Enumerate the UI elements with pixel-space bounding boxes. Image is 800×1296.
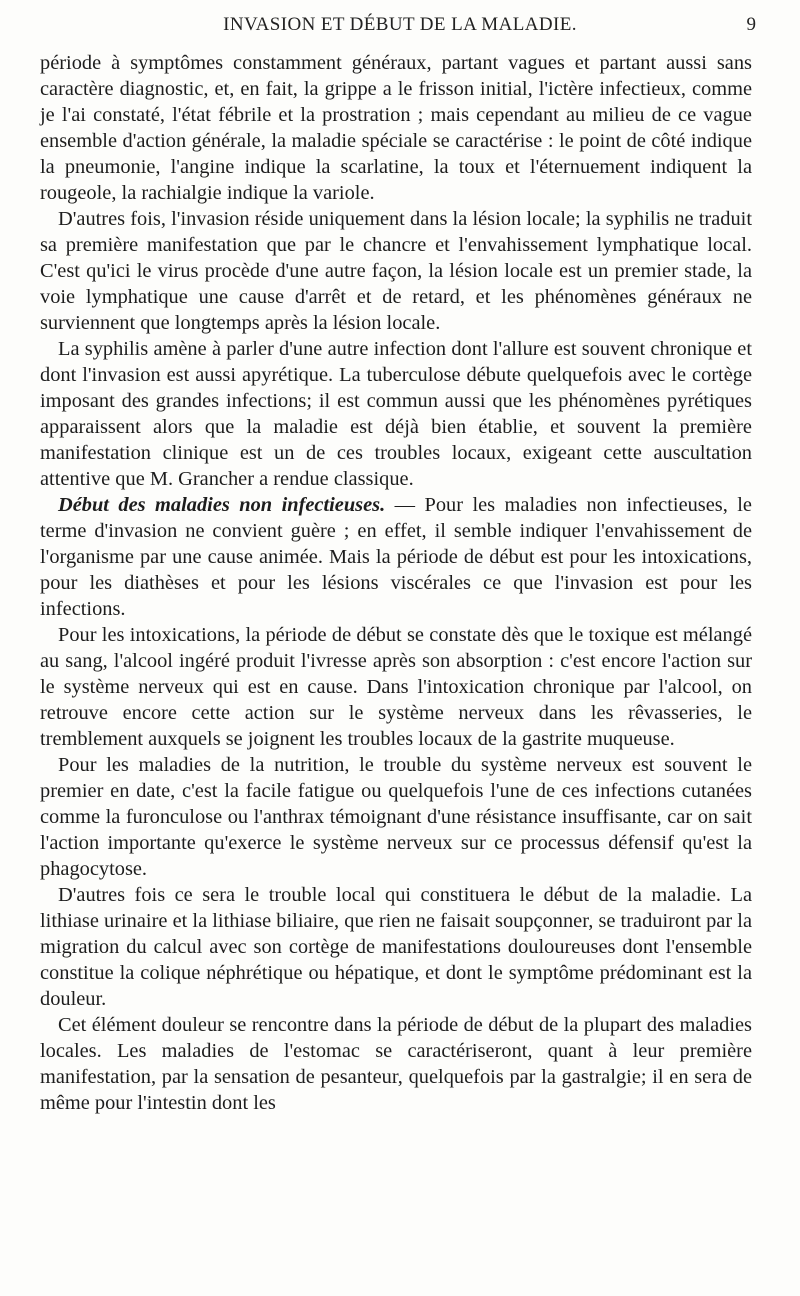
paragraph-1: période à symptômes constamment généraux, partant vagues et partant aussi sans caractère diagnostic, et, en fait, la grippe a le frisson initial, l'ictère infectieux, comme je l'ai constaté, l'état fébrile et la prostration ; mais cependant au milieu de ce vague ensemble d'action générale, la maladie spéciale se caractérise : le point de côté indique la pneumonie, l'angine indique la scarlatine, la toux et l'éternuement indiquent la rougeole, la rachialgie indique la variole. — [40, 52, 752, 204]
body-text — [40, 50, 752, 1116]
paragraph-3: La syphilis amène à parler d'une autre infection dont l'allure est souvent chronique et dont l'invasion est aussi apyrétique. La tuberculose débute quelquefois avec le cortège imposant des grandes infections; il est commun aussi que les phénomènes pyrétiques apparaissent alors que la maladie est déjà bien établie, et souvent la première manifestation clinique est un de ces troubles locaux, exigeant cette auscultation attentive que M. Grancher a rendue classique. — [40, 338, 752, 490]
page-header — [0, 14, 800, 44]
paragraph-7: D'autres fois ce sera le trouble local qui constituera le début de la maladie. La lithiase urinaire et la lithiase biliaire, que rien ne faisait soupçonner, se traduiront par la migration du calcul avec son cortège de manifestations douloureuses dont l'ensemble constitue la colique néphrétique ou hépatique, et dont le symptôme prédominant est la douleur. — [40, 884, 752, 1010]
paragraph-section — [40, 492, 752, 622]
paragraph-6: Pour les maladies de la nutrition, le trouble du système nerveux est souvent le premier en date, c'est la facile fatigue ou quelquefois l'une de ces infections cutanées comme la furonculose ou l'anthrax témoignant d'une résistance insuffisante, car on sait l'action importante qu'exerce le système nerveux sur ce processus défensif qu'est la phagocytose. — [40, 754, 752, 880]
running-title: INVASION ET DÉBUT DE LA MALADIE. — [223, 14, 577, 35]
page-number: 9 — [746, 14, 756, 35]
paragraph-2: D'autres fois, l'invasion réside uniquement dans la lésion locale; la syphilis ne traduit sa première manifestation que par le chancre et l'envahissement lymphatique local. C'est qu'ici le virus procède d'une autre façon, la lésion locale est un premier stade, la voie lymphatique une cause d'arrêt et de retard, et les phénomènes généraux ne surviennent que longtemps après la lésion locale. — [40, 208, 752, 334]
paragraph-8: Cet élément douleur se rencontre dans la période de début de la plupart des maladies locales. Les maladies de l'estomac se caractériseront, quant à leur première manifestation, par la sensation de pesanteur, quelquefois par la gastralgie; il en sera de même pour l'intestin dont les — [40, 1014, 752, 1114]
section-intro: — Pour les maladies non infectieuses, le terme d'invasion ne convient guère ; en effet, il semble indiquer l'envahissement de l'organisme par une cause animée. Mais la période de début est pour les intoxications, pour les diathèses et pour les lésions viscérales ce que l'invasion est pour les infections. — [40, 494, 752, 620]
paragraph-5: Pour les intoxications, la période de début se constate dès que le toxique est mélangé au sang, l'alcool ingéré produit l'ivresse après son absorption : c'est encore l'action sur le système nerveux qui est en cause. Dans l'intoxication chronique par l'alcool, on retrouve encore cette action sur le système nerveux dans les rêvasseries, le tremblement auxquels se joignent les troubles locaux de la gastrite muqueuse. — [40, 624, 752, 750]
section-heading: Début des maladies non infectieuses. — [58, 494, 386, 516]
